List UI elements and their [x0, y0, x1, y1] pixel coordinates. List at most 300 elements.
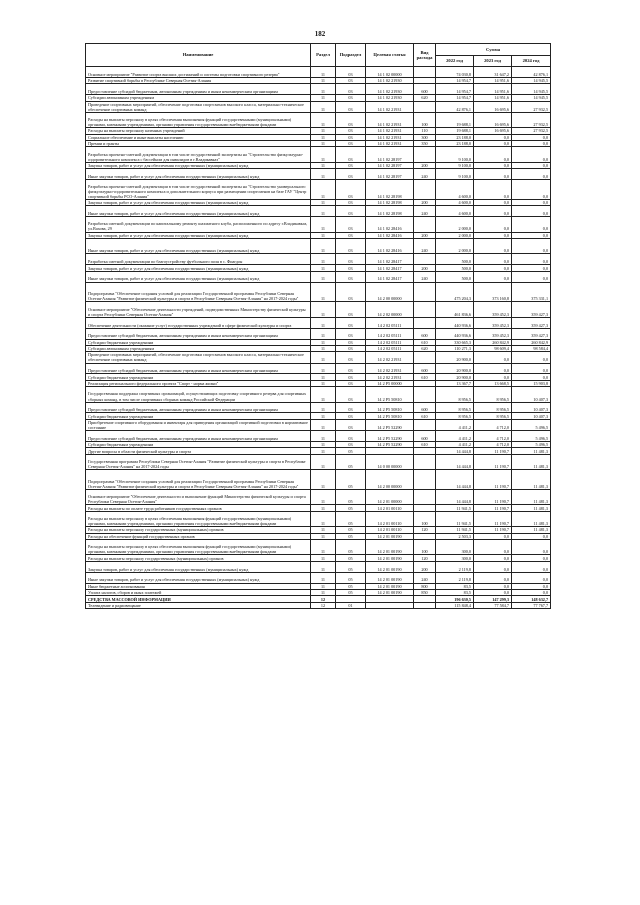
row-sum-2023: 0,0: [474, 555, 512, 561]
row-sum-2022: 196 630,5: [436, 596, 474, 602]
row-razdel: 11: [311, 454, 336, 469]
col-header-vid: Вид расхода: [414, 44, 436, 67]
row-sum-2022: 83,5: [436, 583, 474, 589]
row-name: Субсидии автономным учреждениям: [86, 95, 311, 101]
row-sum-2024: 0,0: [512, 572, 551, 583]
table-row: [86, 254, 551, 265]
row-podrazdel: 03: [336, 282, 366, 302]
row-name: Предоставление субсидий бюджетным, автономным учреждениям и иным некоммерческим организациям: [86, 363, 311, 374]
table-row: [86, 206, 551, 217]
table-row: [86, 402, 551, 413]
row-podrazdel: 03: [336, 254, 366, 265]
row-sum-2023: 0,0: [474, 179, 512, 199]
row-sum-2024: 14 945,5: [512, 95, 551, 101]
row-celevaya: 14 1 02 28416: [366, 217, 414, 232]
row-celevaya: 14 1 02 28416: [366, 232, 414, 238]
row-vid: [414, 387, 436, 402]
row-celevaya: 14 2 P5 52290: [366, 441, 414, 447]
row-podrazdel: 03: [336, 352, 366, 363]
row-razdel: 11: [311, 206, 336, 217]
row-sum-2022: 2 000,0: [436, 232, 474, 238]
row-podrazdel: 03: [336, 67, 366, 78]
table-row: [86, 112, 551, 127]
row-sum-2022: 20 900,0: [436, 374, 474, 380]
row-vid: 100: [414, 539, 436, 554]
row-sum-2023: 0,0: [474, 374, 512, 380]
row-sum-2024: 11 481,3: [512, 470, 551, 490]
row-name: Субсидии бюджетным учреждениям: [86, 413, 311, 419]
table-row: [86, 561, 551, 572]
table-row: [86, 282, 551, 302]
row-name: Проведение спортивных мероприятий, обеспечение подготовки спортсменов высокого класса, материально-техническое обеспечение спортивных команд: [86, 352, 311, 363]
row-name: Субсидии автономным учреждениям: [86, 345, 311, 351]
row-sum-2023: 0,0: [474, 199, 512, 205]
row-sum-2024: 359 427,3: [512, 317, 551, 328]
row-razdel: 11: [311, 112, 336, 127]
row-vid: [414, 217, 436, 232]
row-name: Премии и гранты: [86, 140, 311, 146]
row-name: Расходы на обеспечение функций государственных органов: [86, 533, 311, 539]
row-razdel: 11: [311, 95, 336, 101]
row-vid: 600: [414, 431, 436, 442]
row-razdel: 11: [311, 511, 336, 526]
row-sum-2022: 461 836,6: [436, 302, 474, 317]
row-sum-2022: 19 688,1: [436, 128, 474, 134]
row-vid: 200: [414, 265, 436, 271]
row-razdel: 11: [311, 128, 336, 134]
row-name: Иные закупки товаров, работ и услуг для обеспечения государственных (муниципальных) нужд: [86, 169, 311, 180]
row-razdel: 11: [311, 134, 336, 140]
row-podrazdel: 03: [336, 387, 366, 402]
table-row: [86, 302, 551, 317]
row-vid: 610: [414, 441, 436, 447]
row-sum-2024: 0,0: [512, 134, 551, 140]
row-sum-2022: 110 271,3: [436, 345, 474, 351]
row-sum-2023: 0,0: [474, 232, 512, 238]
row-sum-2023: 0,0: [474, 169, 512, 180]
row-razdel: 11: [311, 317, 336, 328]
row-sum-2022: 2 119,8: [436, 572, 474, 583]
row-vid: 240: [414, 271, 436, 282]
row-sum-2022: 2 000,0: [436, 238, 474, 253]
table-row: [86, 217, 551, 232]
row-vid: [414, 101, 436, 112]
row-razdel: 12: [311, 596, 336, 602]
row-sum-2023: 0,0: [474, 265, 512, 271]
row-sum-2023: 0,0: [474, 583, 512, 589]
row-sum-2022: 14 954,7: [436, 95, 474, 101]
row-sum-2022: 9 100,0: [436, 162, 474, 168]
row-celevaya: 14 2 02 21931: [366, 352, 414, 363]
row-celevaya: 14 2 00 00000: [366, 282, 414, 302]
row-sum-2022: 475 204,3: [436, 282, 474, 302]
row-vid: [414, 317, 436, 328]
row-vid: [414, 490, 436, 505]
row-name: Иные закупки товаров, работ и услуг для обеспечения государственных (муниципальных) нужд: [86, 238, 311, 253]
row-celevaya: 14 2 02 00000: [366, 302, 414, 317]
row-podrazdel: 03: [336, 328, 366, 339]
row-podrazdel: 03: [336, 345, 366, 351]
row-podrazdel: 03: [336, 217, 366, 232]
row-sum-2023: 8 956,5: [474, 413, 512, 419]
row-podrazdel: 01: [336, 602, 366, 608]
table-row: [86, 539, 551, 554]
row-celevaya: 14 1 02 21931: [366, 101, 414, 112]
row-sum-2022: 20 900,0: [436, 352, 474, 363]
row-podrazdel: 05: [336, 533, 366, 539]
col-header-2023: 2023 год: [474, 55, 512, 67]
row-vid: 350: [414, 140, 436, 146]
row-vid: 600: [414, 402, 436, 413]
row-name: Основное мероприятие "Обеспечение деятельности учреждений, подведомственных Министерству физической культуры и спорта Республики Северная Осетия-Алания": [86, 302, 311, 317]
row-sum-2023: 13 668,5: [474, 380, 512, 386]
row-sum-2022: 115 848,4: [436, 602, 474, 608]
row-sum-2022: 11 941,5: [436, 505, 474, 511]
row-sum-2022: 14 444,8: [436, 490, 474, 505]
table-row: [86, 101, 551, 112]
row-sum-2024: 0,0: [512, 206, 551, 217]
row-sum-2022: 42 876,1: [436, 101, 474, 112]
row-celevaya: 14 2 02 21931: [366, 374, 414, 380]
row-razdel: 11: [311, 533, 336, 539]
row-podrazdel: 03: [336, 84, 366, 95]
row-vid: [414, 419, 436, 430]
row-celevaya: 14 1 02 00000: [366, 67, 414, 78]
table-row: [86, 317, 551, 328]
row-sum-2023: 359 452,3: [474, 317, 512, 328]
row-celevaya: 14 2 01 00110: [366, 511, 414, 526]
row-podrazdel: 03: [336, 271, 366, 282]
row-razdel: 11: [311, 561, 336, 572]
row-sum-2023: 11 190,7: [474, 454, 512, 469]
row-razdel: 11: [311, 345, 336, 351]
row-podrazdel: 03: [336, 206, 366, 217]
row-sum-2023: 11 190,7: [474, 527, 512, 533]
row-sum-2024: 0,0: [512, 589, 551, 595]
row-sum-2023: 14 951,6: [474, 95, 512, 101]
row-sum-2024: 10 407,3: [512, 402, 551, 413]
row-sum-2024: 77 767,7: [512, 602, 551, 608]
row-sum-2023: 260 842,9: [474, 339, 512, 345]
row-razdel: 11: [311, 238, 336, 253]
row-sum-2024: 10 407,3: [512, 387, 551, 402]
row-sum-2023: 77 584,7: [474, 602, 512, 608]
row-sum-2024: 0,0: [512, 533, 551, 539]
row-vid: [414, 254, 436, 265]
row-podrazdel: 05: [336, 589, 366, 595]
table-row: [86, 67, 551, 78]
col-header-razdel: Раздел: [311, 44, 336, 67]
row-celevaya: 14 2 01 00000: [366, 490, 414, 505]
row-sum-2024: 11 481,3: [512, 505, 551, 511]
row-razdel: 11: [311, 169, 336, 180]
row-sum-2024: 98 584,4: [512, 345, 551, 351]
row-sum-2022: 440 936,6: [436, 328, 474, 339]
row-sum-2024: 0,0: [512, 147, 551, 162]
row-sum-2022: 8 956,5: [436, 413, 474, 419]
row-celevaya: 14 2 01 00190: [366, 583, 414, 589]
row-sum-2024: 5 496,5: [512, 431, 551, 442]
row-sum-2023: 0,0: [474, 561, 512, 572]
row-sum-2023: 0,0: [474, 206, 512, 217]
row-sum-2024: 0,0: [512, 374, 551, 380]
row-razdel: 11: [311, 328, 336, 339]
row-sum-2022: 4 411,2: [436, 419, 474, 430]
row-celevaya: 14 1 02 21931: [366, 140, 414, 146]
row-vid: 610: [414, 374, 436, 380]
row-celevaya: 14 2 02 05111: [366, 345, 414, 351]
row-sum-2023: 0,0: [474, 352, 512, 363]
table-row: [86, 431, 551, 442]
row-podrazdel: 03: [336, 265, 366, 271]
row-vid: 600: [414, 328, 436, 339]
table-row: [86, 387, 551, 402]
row-sum-2024: 0,0: [512, 352, 551, 363]
row-razdel: 11: [311, 199, 336, 205]
row-vid: 100: [414, 112, 436, 127]
row-sum-2024: 0,0: [512, 363, 551, 374]
row-razdel: 11: [311, 490, 336, 505]
row-sum-2022: 13 367,7: [436, 380, 474, 386]
row-vid: 620: [414, 95, 436, 101]
row-vid: 200: [414, 232, 436, 238]
table-body: [86, 67, 551, 609]
row-podrazdel: 05: [336, 527, 366, 533]
row-celevaya: 14 2 01 00190: [366, 555, 414, 561]
row-podrazdel: 03: [336, 380, 366, 386]
row-name: Приобретение спортивного оборудования и инвентаря для приведения организаций спортивной подготовки в нормативное состояние: [86, 419, 311, 430]
row-sum-2023: 11 190,7: [474, 505, 512, 511]
row-celevaya: 14 2 02 05111: [366, 339, 414, 345]
row-sum-2022: 9 100,0: [436, 147, 474, 162]
row-sum-2023: 8 956,5: [474, 387, 512, 402]
row-vid: 200: [414, 199, 436, 205]
row-sum-2022: 14 444,8: [436, 470, 474, 490]
row-razdel: 11: [311, 572, 336, 583]
row-name: Проведение спортивных мероприятий, обеспечение подготовки спортсменов высокого класса, материально-техническое обеспечение спортивных команд: [86, 101, 311, 112]
row-name: Социальное обеспечение и иные выплаты населению: [86, 134, 311, 140]
row-celevaya: 14 1 02 28416: [366, 238, 414, 253]
row-podrazdel: 03: [336, 339, 366, 345]
row-razdel: 11: [311, 583, 336, 589]
row-name: Иные закупки товаров, работ и услуг для обеспечения государственных (муниципальных) нужд: [86, 572, 311, 583]
row-celevaya: [366, 602, 414, 608]
row-sum-2024: 0,0: [512, 265, 551, 271]
row-name: Развитие спортивной борьбы в Республике Северная Осетия-Алания: [86, 77, 311, 83]
row-sum-2022: 14 444,8: [436, 448, 474, 454]
row-name: Разработка проектно-сметной документации в том числе государственной экспертизы на "Строительство физкультурно-оздоровительного комплекса с бассейном для инвалидов в г.Владикавказ": [86, 147, 311, 162]
row-razdel: 11: [311, 302, 336, 317]
row-sum-2024: 0,0: [512, 555, 551, 561]
row-sum-2023: 11 190,7: [474, 511, 512, 526]
col-header-2024: 2024 год: [512, 55, 551, 67]
row-sum-2022: 4 600,0: [436, 206, 474, 217]
row-vid: 240: [414, 169, 436, 180]
row-razdel: 11: [311, 387, 336, 402]
col-header-2022: 2022 год: [436, 55, 474, 67]
row-sum-2022: 14 444,8: [436, 454, 474, 469]
row-vid: 200: [414, 162, 436, 168]
row-sum-2023: 359 452,3: [474, 302, 512, 317]
row-sum-2023: 0,0: [474, 162, 512, 168]
row-sum-2024: 0,0: [512, 140, 551, 146]
row-vid: [414, 179, 436, 199]
row-podrazdel: 03: [336, 232, 366, 238]
row-razdel: 11: [311, 589, 336, 595]
row-razdel: 11: [311, 77, 336, 83]
row-name: Субсидии бюджетным учреждениям: [86, 441, 311, 447]
row-celevaya: 14 2 02 05111: [366, 317, 414, 328]
row-name: Закупка товаров, работ и услуг для обеспечения государственных (муниципальных) нужд: [86, 232, 311, 238]
row-razdel: 11: [311, 271, 336, 282]
row-name: Закупка товаров, работ и услуг для обеспечения государственных (муниципальных) нужд: [86, 265, 311, 271]
row-podrazdel: 03: [336, 402, 366, 413]
row-sum-2022: 500,0: [436, 265, 474, 271]
row-sum-2022: 300,0: [436, 539, 474, 554]
row-podrazdel: 03: [336, 95, 366, 101]
row-razdel: 11: [311, 179, 336, 199]
row-sum-2023: 16 695,6: [474, 112, 512, 127]
row-podrazdel: 03: [336, 179, 366, 199]
row-razdel: 11: [311, 147, 336, 162]
row-vid: 600: [414, 363, 436, 374]
row-sum-2022: 500,0: [436, 271, 474, 282]
row-name: Предоставление субсидий бюджетным, автономным учреждениям и иным некоммерческим организациям: [86, 328, 311, 339]
row-sum-2023: 0,0: [474, 147, 512, 162]
row-sum-2022: 74 030,8: [436, 67, 474, 78]
row-celevaya: 14 1 02 28417: [366, 271, 414, 282]
row-sum-2022: 9 100,0: [436, 169, 474, 180]
row-podrazdel: 03: [336, 431, 366, 442]
table-row: [86, 572, 551, 583]
row-name: Другие вопросы в области физической культуры и спорта: [86, 448, 311, 454]
row-podrazdel: 05: [336, 490, 366, 505]
row-sum-2023: 0,0: [474, 539, 512, 554]
row-sum-2023: 4 712,0: [474, 431, 512, 442]
row-sum-2022: 20 900,0: [436, 363, 474, 374]
row-podrazdel: 03: [336, 413, 366, 419]
row-razdel: 11: [311, 140, 336, 146]
row-sum-2023: 4 712,0: [474, 419, 512, 430]
row-sum-2024: 27 932,5: [512, 128, 551, 134]
row-razdel: 11: [311, 441, 336, 447]
row-podrazdel: 03: [336, 374, 366, 380]
row-podrazdel: 05: [336, 505, 366, 511]
row-sum-2023: 4 712,0: [474, 441, 512, 447]
row-sum-2022: 2 000,0: [436, 217, 474, 232]
col-header-podrazdel: Подраздел: [336, 44, 366, 67]
row-name: Иные закупки товаров, работ и услуг для обеспечения государственных (муниципальных) нужд: [86, 271, 311, 282]
row-vid: 800: [414, 583, 436, 589]
row-sum-2024: 359 427,3: [512, 328, 551, 339]
row-celevaya: 14 1 02 28198: [366, 206, 414, 217]
row-podrazdel: 05: [336, 583, 366, 589]
row-celevaya: 14 1 02 28197: [366, 169, 414, 180]
row-name: Расходы на выплаты персоналу государственных (муниципальных) органов: [86, 527, 311, 533]
row-vid: [414, 470, 436, 490]
row-sum-2022: 14 954,7: [436, 84, 474, 95]
row-sum-2022: 4 411,2: [436, 441, 474, 447]
row-sum-2022: 500,0: [436, 254, 474, 265]
row-sum-2024: 42 876,1: [512, 67, 551, 78]
row-sum-2023: 0,0: [474, 572, 512, 583]
col-header-name: Наименование: [86, 44, 311, 67]
row-sum-2023: 0,0: [474, 271, 512, 282]
row-name: Субсидии бюджетным учреждениям: [86, 339, 311, 345]
row-name: Основное мероприятие "Обеспечение деятельности и выполнение функций Министерства физической культуры и спорта Республики Северная Осетия-Алания": [86, 490, 311, 505]
row-sum-2024: 0,0: [512, 232, 551, 238]
row-vid: 240: [414, 238, 436, 253]
row-celevaya: 14 1 02 21931: [366, 112, 414, 127]
row-vid: 240: [414, 572, 436, 583]
row-celevaya: 14 1 02 21930: [366, 77, 414, 83]
row-sum-2024: 11 481,3: [512, 511, 551, 526]
row-celevaya: 14 1 02 21931: [366, 134, 414, 140]
row-celevaya: 14 2 P5 52290: [366, 431, 414, 442]
row-name: Иные закупки товаров, работ и услуг для обеспечения государственных (муниципальных) нужд: [86, 206, 311, 217]
row-celevaya: 14 2 P5 52290: [366, 419, 414, 430]
row-celevaya: 14 2 01 00190: [366, 572, 414, 583]
row-celevaya: 14 1 02 28197: [366, 162, 414, 168]
row-podrazdel: 05: [336, 561, 366, 572]
row-razdel: 11: [311, 67, 336, 78]
row-vid: 850: [414, 589, 436, 595]
table-row: [86, 84, 551, 95]
row-name: Реализация регионального федерального проекта "Спорт - норма жизни": [86, 380, 311, 386]
row-name: Расходы на выплаты персоналу в целях обеспечения выполнения функций государственными (муниципальными) органами, казенными учреждениями, органами управления государственными внебюджетными фондами: [86, 539, 311, 554]
row-name: Обеспечение деятельности (оказание услуг) государственных учреждений в сфере физической культуры и спорта: [86, 317, 311, 328]
row-sum-2024: 260 842,9: [512, 339, 551, 345]
row-sum-2023: 0,0: [474, 140, 512, 146]
row-sum-2023: 11 190,7: [474, 470, 512, 490]
row-name: Субсидии бюджетным учреждениям: [86, 374, 311, 380]
row-sum-2022: 4 600,0: [436, 179, 474, 199]
row-celevaya: 14 2 02 21931: [366, 363, 414, 374]
row-sum-2023: 0,0: [474, 589, 512, 595]
row-celevaya: 14 1 02 28417: [366, 254, 414, 265]
row-sum-2024: 0,0: [512, 539, 551, 554]
row-name: Предоставление субсидий бюджетным, автономным учреждениям и иным некоммерческим организациям: [86, 402, 311, 413]
row-name: Телевидение и радиовещание: [86, 602, 311, 608]
row-vid: 200: [414, 561, 436, 572]
row-vid: 100: [414, 511, 436, 526]
table-row: [86, 490, 551, 505]
row-vid: 240: [414, 206, 436, 217]
row-podrazdel: 03: [336, 101, 366, 112]
row-sum-2023: 16 695,6: [474, 128, 512, 134]
row-vid: 600: [414, 84, 436, 95]
row-razdel: 11: [311, 339, 336, 345]
row-sum-2023: 8 956,5: [474, 402, 512, 413]
table-row: [86, 179, 551, 199]
row-name: Расходы на выплаты по оплате труда работников государственных органов: [86, 505, 311, 511]
row-sum-2023: 0,0: [474, 363, 512, 374]
table-row: [86, 470, 551, 490]
table-row: [86, 328, 551, 339]
row-name: Государственная поддержка спортивных организаций, осуществляющих подготовку спортивного резерва для спортивных сборных команд, в том числе спортивных сборных команд Российской Федерации: [86, 387, 311, 402]
row-name: Закупка товаров, работ и услуг для обеспечения государственных (муниципальных) нужд: [86, 199, 311, 205]
row-celevaya: 14 2 00 00000: [366, 470, 414, 490]
row-razdel: 11: [311, 448, 336, 454]
row-sum-2024: 0,0: [512, 217, 551, 232]
row-sum-2024: 14 945,5: [512, 84, 551, 95]
row-podrazdel: 03: [336, 419, 366, 430]
row-name: Предоставление субсидий бюджетным, автономным учреждениям и иным некоммерческим организациям: [86, 84, 311, 95]
row-celevaya: 14 2 01 00110: [366, 527, 414, 533]
row-podrazdel: 05: [336, 511, 366, 526]
row-vid: [414, 602, 436, 608]
row-vid: [414, 282, 436, 302]
